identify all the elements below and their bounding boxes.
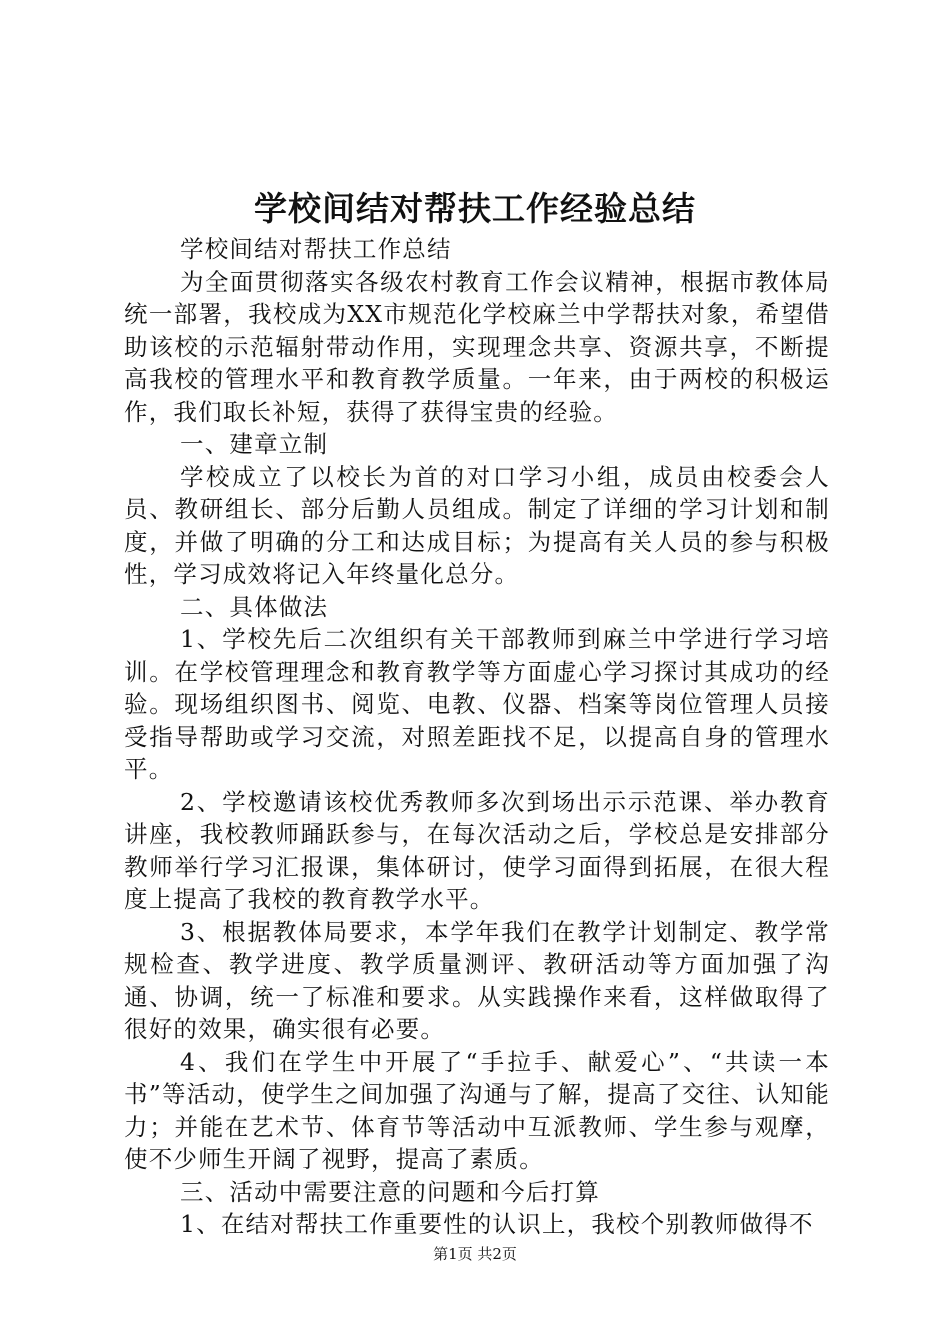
paragraph-item-2: 2、学校邀请该校优秀教师多次到场出示示范课、举办教育讲座，我校教师踊跃参与，在每次活动之后，学校总是安排部分教师举行学习汇报课，集体研讨，使学习面得到拓展，在很大程度上提高了我校的教育教学水平。 (124, 787, 830, 913)
page-title: 学校间结对帮扶工作经验总结 (254, 189, 696, 228)
section-heading-1: 一、建章立制 (180, 430, 329, 458)
page-number-footer: 第1页 共2页 (433, 1245, 517, 1263)
document-subtitle: 学校间结对帮扶工作总结 (180, 235, 452, 263)
paragraph-section-1: 学校成立了以校长为首的对口学习小组，成员由校委会人员、教研组长、部分后勤人员组成。制定了详细的学习计划和制度，并做了明确的分工和达成目标；为提高有关人员的参与积极性，学习成效将记入年终量化总分。 (124, 462, 830, 588)
section-heading-3: 三、活动中需要注意的问题和今后打算 (180, 1177, 600, 1206)
paragraph-intro: 为全面贯彻落实各级农村教育工作会议精神，根据市教体局统一部署，我校成为XX市规范化学校麻兰中学帮扶对象，希望借助该校的示范辐射带动作用，实现理念共享、资源共享，不断提高我校的管理水平和教育教学质量。一年来，由于两校的积极运作，我们取长补短，获得了获得宝贵的经验。 (124, 267, 830, 426)
paragraph-section-3-item-1: 1、在结对帮扶工作重要性的认识上，我校个别教师做得不 (180, 1210, 814, 1238)
paragraph-item-4: 4、我们在学生中开展了“手拉手、献爱心”、“共读一本书”等活动，使学生之间加强了沟通与了解，提高了交往、认知能力；并能在艺术节、体育节等活动中互派教师、学生参与观摩，使不少师生开阔了视野，提高了素质。 (124, 1047, 830, 1173)
paragraph-item-1: 1、学校先后二次组织有关干部教师到麻兰中学进行学习培训。在学校管理理念和教育教学等方面虚心学习探讨其成功的经验。现场组织图书、阅览、电教、仪器、档案等岗位管理人员接受指导帮助或学习交流，对照差距找不足，以提高自身的管理水平。 (124, 625, 830, 783)
paragraph-item-3: 3、根据教体局要求，本学年我们在教学计划制定、教学常规检查、教学进度、教学质量测评、教研活动等方面加强了沟通、协调，统一了标准和要求。从实践操作来看，这样做取得了很好的效果，确实很有必要。 (124, 917, 830, 1043)
section-heading-2: 二、具体做法 (180, 592, 329, 621)
document-body (124, 233, 830, 1241)
